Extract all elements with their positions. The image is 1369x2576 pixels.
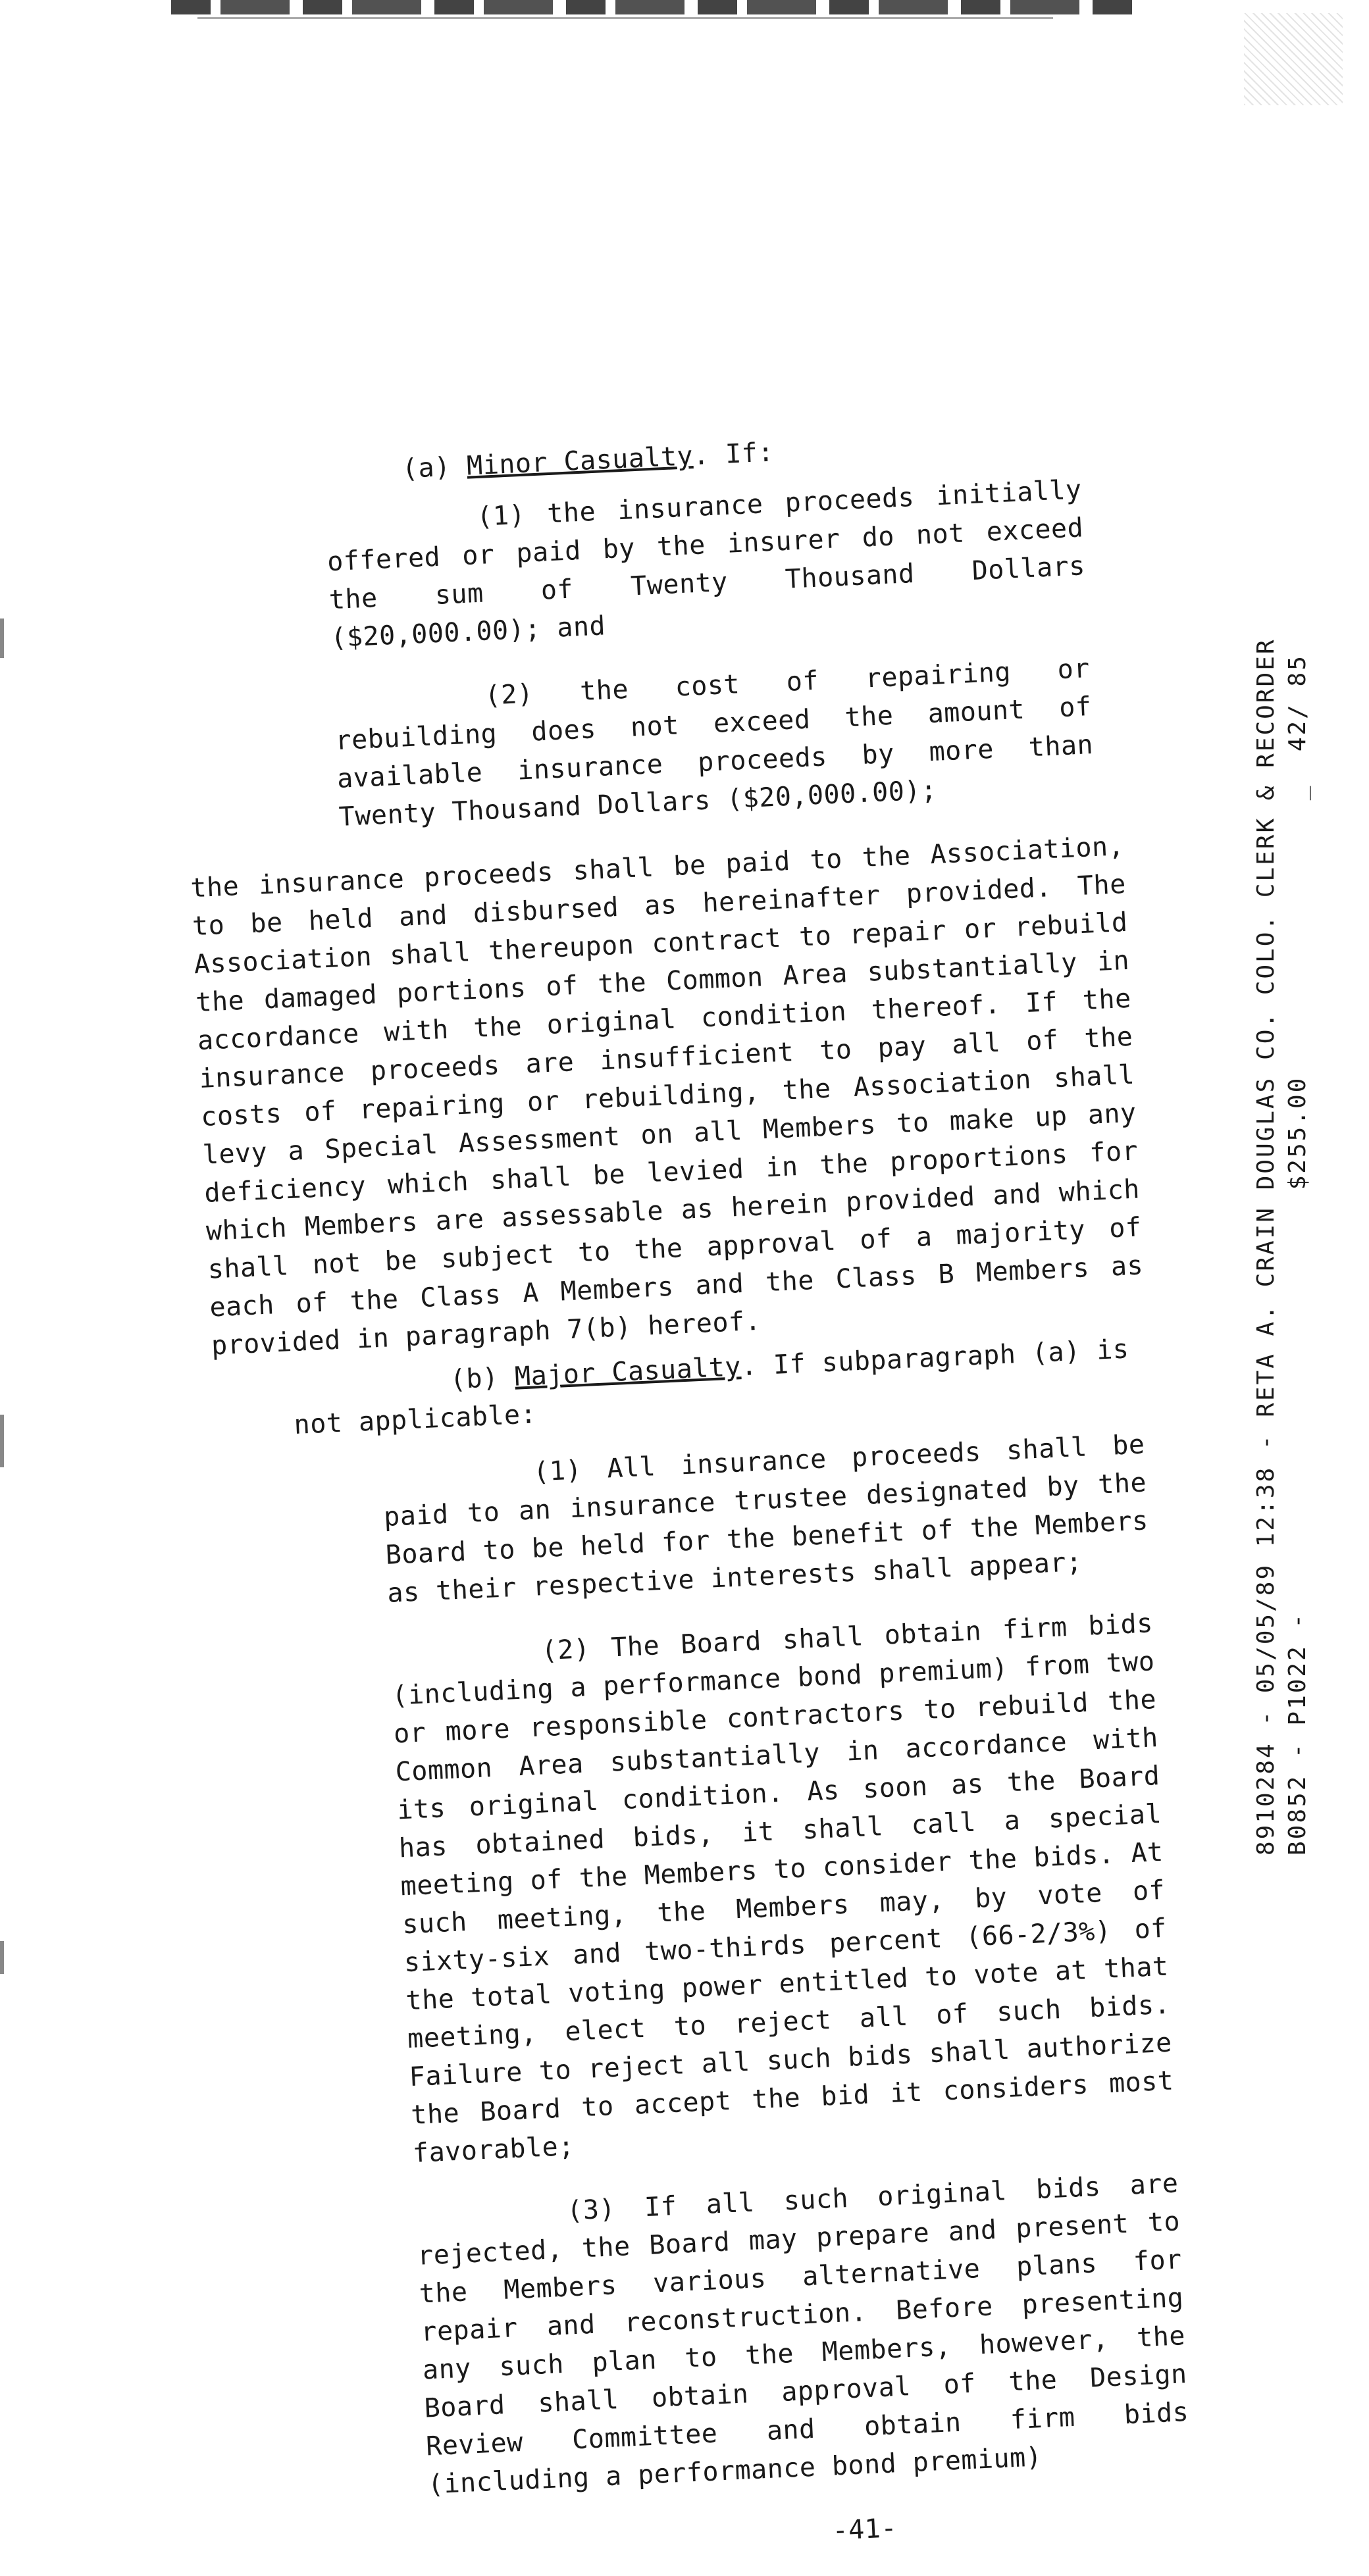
scan-artifact-line	[197, 17, 1053, 19]
recorder-stamp-line-1: 8910284 - 05/05/89 12:38 - RETA A. CRAIN DOUGLAS CO. COLO. CLERK & RECORDER	[1253, 638, 1279, 1856]
major-casualty-items	[381, 1425, 1191, 2504]
minor-casualty-items	[324, 470, 1096, 836]
major-casualty-tail: . If subparagraph (a) is	[740, 1334, 1130, 1382]
scan-edge-mark	[0, 1415, 4, 1467]
major-casualty-title: Major Casualty	[514, 1351, 742, 1392]
scan-artifact-corner	[1244, 13, 1343, 105]
scan-edge-mark	[0, 619, 4, 658]
minor-casualty-tail: . If:	[692, 437, 775, 471]
minor-item-1: (1) the insurance proceeds initially offered or paid by the insurer do not exceed the sum of Twenty Thousand Dollars ($20,000.00); and	[326, 474, 1086, 654]
major-item-3: (3) If all such original bids are rejected, the Board may prepare and present to the Members various alternative plans for repair and reconstruction. Before presenting any such plan to the Members, however, the Board shall obtain approval of the Design Review Committee and obtain firm bids (including a performance bond premium)	[417, 2168, 1190, 2500]
major-casualty-heading-cont: not applicable:	[293, 1399, 538, 1441]
page-number: -41-	[831, 2513, 898, 2546]
recorder-stamp-line-2: B0852 - P1022 - $255.00 _ 42/ 85	[1284, 654, 1311, 1856]
major-casualty-label: (b)	[449, 1362, 500, 1396]
major-item-2: (2) The Board shall obtain firm bids (including a performance bond premium) from two or more responsible contractors to rebuild the Common Area substantially in accordance with its original condition. As soon as the Board has obtained bids, it shall call a special meeting of the Members to consider the bids. At such meeting, the Members may, by vote of sixty-six and two-thirds percent (66-2/3%) of the total voting power entitled to vote at that meeting, elect to reject all of such bids. Failure to reject all such bids shall authorize the Board to accept the bid it considers most favorable;	[391, 1608, 1175, 2169]
scan-artifact-top	[171, 0, 1132, 14]
scan-edge-mark	[0, 1941, 4, 1974]
recorder-stamp	[1251, 638, 1314, 1856]
minor-casualty-title: Minor Casualty	[466, 441, 694, 482]
major-item-1: (1) All insurance proceeds shall be paid to an insurance trustee designated by the Board to be held for the benefit of the Members as their respective interests shall appear;	[383, 1429, 1149, 1609]
minor-casualty-body: the insurance proceeds shall be paid to the Association, to be held and disbursed as hereinafter provided. The Association shall thereupon contract to repair or rebuild the damaged portions of the Common Area substantially in accordance with the original condition thereof. If the insurance proceeds are insufficient to pay all of the costs of repairing or rebuilding, the Association shall levy a Special Assessment on all Members to make up any deficiency which shall be levied in the proportions for which Members are assessable as herein provided and which shall not be subject to the approval of a majority of each of the Class A Members and the Class B Members as provided in paragraph 7(b) hereof.	[190, 830, 1145, 1361]
document-page	[171, 417, 1240, 2576]
minor-item-2: (2) the cost of repairing or rebuilding does not exceed the amount of available insurance proceeds by more than Twenty Thousand Dollars ($20,000.00);	[334, 653, 1095, 832]
minor-casualty-label: (a)	[401, 451, 452, 485]
